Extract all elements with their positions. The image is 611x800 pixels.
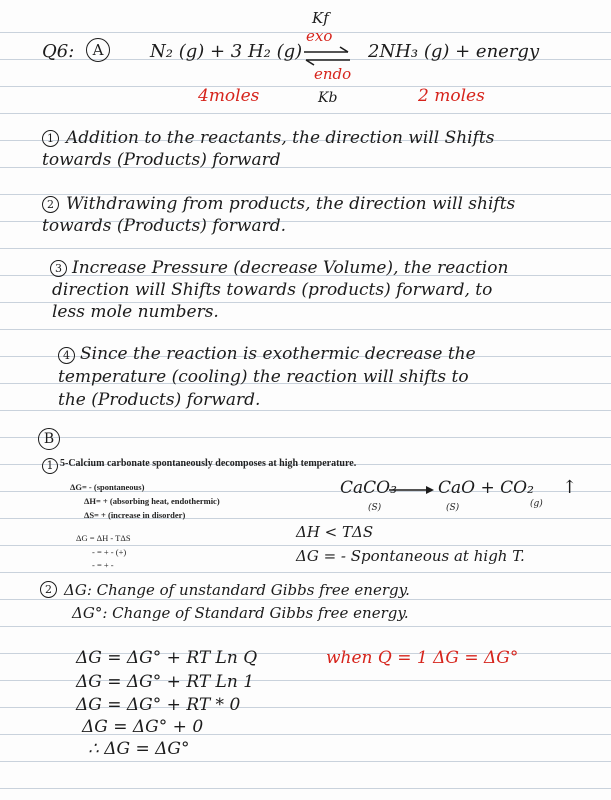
part-b-question-number: 1 [42, 454, 58, 474]
printed-line-2: ΔH= + (absorbing heat, endothermic) [84, 496, 220, 506]
item-4-line-1: Since the reaction is exothermic decrease the [80, 344, 476, 364]
item-2-line-2: towards (Products) forward. [42, 216, 287, 236]
kf-label: Kf [312, 9, 329, 27]
item-2b-number: 2 [40, 578, 57, 598]
item-1-line-1: Addition to the reactants, the direction will Shifts [66, 128, 495, 148]
part-b-marker: B [38, 428, 60, 450]
equation-1: ΔG = ΔG° + RT Ln Q [76, 648, 258, 668]
item-3-line-1: Increase Pressure (decrease Volume), the reaction [72, 258, 509, 278]
item-4-number: 4 [58, 344, 75, 364]
equation-5: ∴ ΔG = ΔG° [88, 739, 190, 759]
equation-4: ΔG = ΔG° + 0 [82, 717, 204, 737]
moles-right: 2 moles [418, 86, 485, 106]
item-2-line-1: Withdrawing from products, the direction will shifts [66, 194, 516, 214]
moles-left: 4moles [198, 86, 260, 106]
reactants: N₂ (g) + 3 H₂ (g) [150, 41, 303, 62]
item-2b-line-1: ΔG: Change of unstandard Gibbs free energy. [64, 581, 410, 599]
item-2-number: 2 [42, 193, 59, 213]
equation-3: ΔG = ΔG° + RT * 0 [76, 695, 241, 715]
reaction-right-state-2: (g) [530, 499, 543, 509]
printed-line-6: - = + - [92, 560, 114, 570]
kb-label: Kb [318, 90, 338, 106]
equation-2: ΔG = ΔG° + RT Ln 1 [76, 672, 255, 692]
products: 2NH₃ (g) + energy [368, 41, 540, 62]
reaction-arrow-icon [388, 484, 436, 496]
printed-line-1: ΔG= - (spontaneous) [70, 482, 145, 492]
item-2b-line-2: ΔG°: Change of Standard Gibbs free energy. [72, 604, 409, 622]
reaction-left-state: (S) [368, 503, 382, 513]
item-1-number: 1 [42, 127, 59, 147]
printed-line-5: - = + - (+) [92, 547, 127, 557]
printed-line-4: ΔG = ΔH - TΔS [76, 533, 131, 543]
item-3-line-3: less mole numbers. [52, 302, 219, 322]
gas-up-arrow-icon: ↑ [562, 477, 578, 498]
printed-line-3: ΔS= + (increase in disorder) [84, 510, 186, 520]
item-4-line-3: the (Products) forward. [58, 390, 261, 410]
printed-question: 5-Calcium carbonate spontaneously decomposes at high temperature. [60, 458, 357, 469]
item-1-line-2: towards (Products) forward [42, 150, 281, 170]
dh-line: ΔH < TΔS [296, 523, 374, 541]
item-4-line-2: temperature (cooling) the reaction will shifts to [58, 367, 469, 387]
part-a-marker: A [86, 38, 110, 62]
item-3-line-2: direction will Shifts towards (products) forward, to [52, 280, 493, 300]
item-3-number: 3 [50, 257, 67, 277]
endo-label: endo [314, 65, 352, 83]
reaction-right: CaO + CO₂ [438, 478, 534, 498]
reaction-right-state-1: (S) [446, 503, 460, 513]
reaction-left: CaCO₃ [340, 478, 397, 498]
question-label: Q6: [42, 41, 75, 62]
dg-line: ΔG = - Spontaneous at high T. [296, 547, 525, 565]
exo-label: exo [306, 27, 333, 45]
equation-1-note: when Q = 1 ΔG = ΔG° [326, 648, 519, 668]
